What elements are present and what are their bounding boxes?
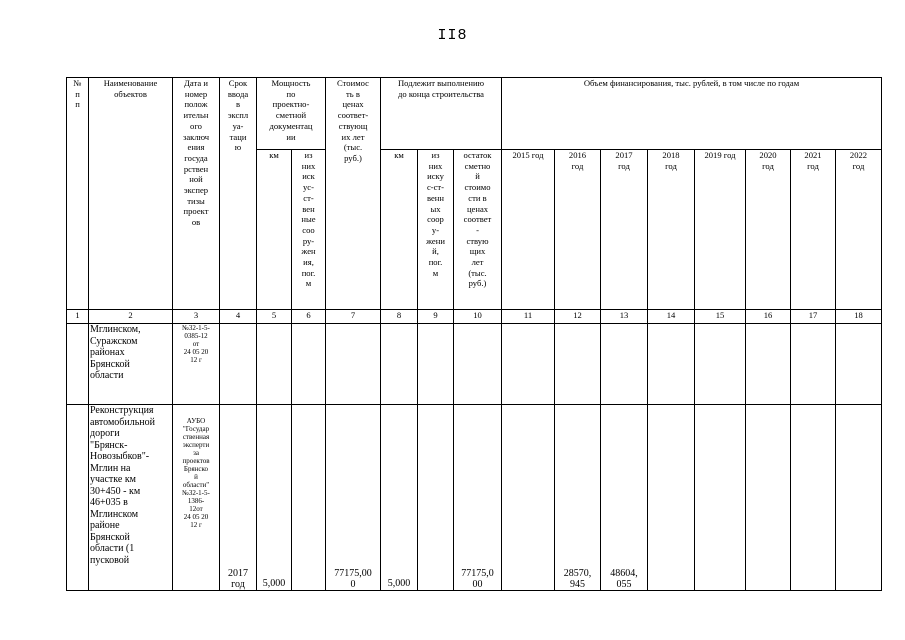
header-year-2015: 2015 год <box>502 150 555 310</box>
funding-2017-value: 48604, 055 <box>601 405 648 591</box>
header-year-2020: 2020 год <box>746 150 791 310</box>
power-km-value: 5,000 <box>257 405 292 591</box>
header-year-2016: 2016 год <box>555 150 601 310</box>
column-number: 9 <box>418 310 454 324</box>
remaining-km-value: 5,000 <box>381 405 418 591</box>
header-expertise-date: Дата и номер полож ительн ого заключ ения госуда рствен ной экспер тизы проект ов <box>173 78 220 310</box>
object-name: Мглинском, Суражском районах Брянской области <box>89 324 173 405</box>
column-number: 3 <box>173 310 220 324</box>
cost-value: 77175,00 0 <box>326 405 381 591</box>
header-object-name: Наименование объектов <box>89 78 173 310</box>
column-number: 12 <box>555 310 601 324</box>
header-year-2017: 2017 год <box>601 150 648 310</box>
header-power-group: Мощность по проектно- сметной документац ии <box>257 78 326 150</box>
header-number: № п п <box>67 78 89 310</box>
column-number: 6 <box>292 310 326 324</box>
column-number: 15 <box>695 310 746 324</box>
object-name: Реконструкция автомобильной дороги "Брянск- Новозыбков"- Мглин на участке км 30+450 - км 46+035 в Мглинском районе Брянской области (1 пусковой <box>89 405 173 591</box>
header-year-2018: 2018 год <box>648 150 695 310</box>
header-commission-term: Срок ввода в экспл уа- таци ю <box>220 78 257 310</box>
column-number: 14 <box>648 310 695 324</box>
column-number: 17 <box>791 310 836 324</box>
financing-table <box>66 77 882 591</box>
table-row <box>67 405 882 591</box>
header-remaining-km: км <box>381 150 418 310</box>
header-power-km: км <box>257 150 292 310</box>
column-number: 4 <box>220 310 257 324</box>
column-number: 7 <box>326 310 381 324</box>
expertise-conclusion: №32-1-5- 0385-12 от 24 05 20 12 г <box>173 324 220 405</box>
column-number: 2 <box>89 310 173 324</box>
header-remaining-cost: остаток сметно й стоимо сти в ценах соответ - ствую щих лет (тыс. руб.) <box>454 150 502 310</box>
remaining-cost-value: 77175,0 00 <box>454 405 502 591</box>
header-cost: Стоимос ть в ценах соответ- ствующ их лет (тыс. руб.) <box>326 78 381 310</box>
column-number: 16 <box>746 310 791 324</box>
header-funding-group: Объем финансирования, тыс. рублей, в том числе по годам <box>502 78 882 150</box>
header-year-2022: 2022 год <box>836 150 882 310</box>
column-number: 8 <box>381 310 418 324</box>
header-remaining-structures: из них иску с-ст- венн ых соор у- жени й, пог. м <box>418 150 454 310</box>
column-number: 5 <box>257 310 292 324</box>
header-power-structures: из них иск ус- ст- вен ные соо ру- жен ия, пог. м <box>292 150 326 310</box>
column-number: 13 <box>601 310 648 324</box>
column-number: 1 <box>67 310 89 324</box>
page-number: II8 <box>437 27 468 44</box>
header-year-2021: 2021 год <box>791 150 836 310</box>
column-number: 18 <box>836 310 882 324</box>
expertise-conclusion: АУБО "Государ ственная эксперти за проектов Брянско й области" №32-1-5- 1386- 12от 24 05 20 12 г <box>173 405 220 591</box>
header-completion-group: Подлежит выполнению до конца строительства <box>381 78 502 150</box>
table-row <box>67 324 882 405</box>
column-number: 10 <box>454 310 502 324</box>
funding-2016-value: 28570, 945 <box>555 405 601 591</box>
commission-year: 2017 год <box>220 405 257 591</box>
header-year-2019: 2019 год <box>695 150 746 310</box>
column-number: 11 <box>502 310 555 324</box>
